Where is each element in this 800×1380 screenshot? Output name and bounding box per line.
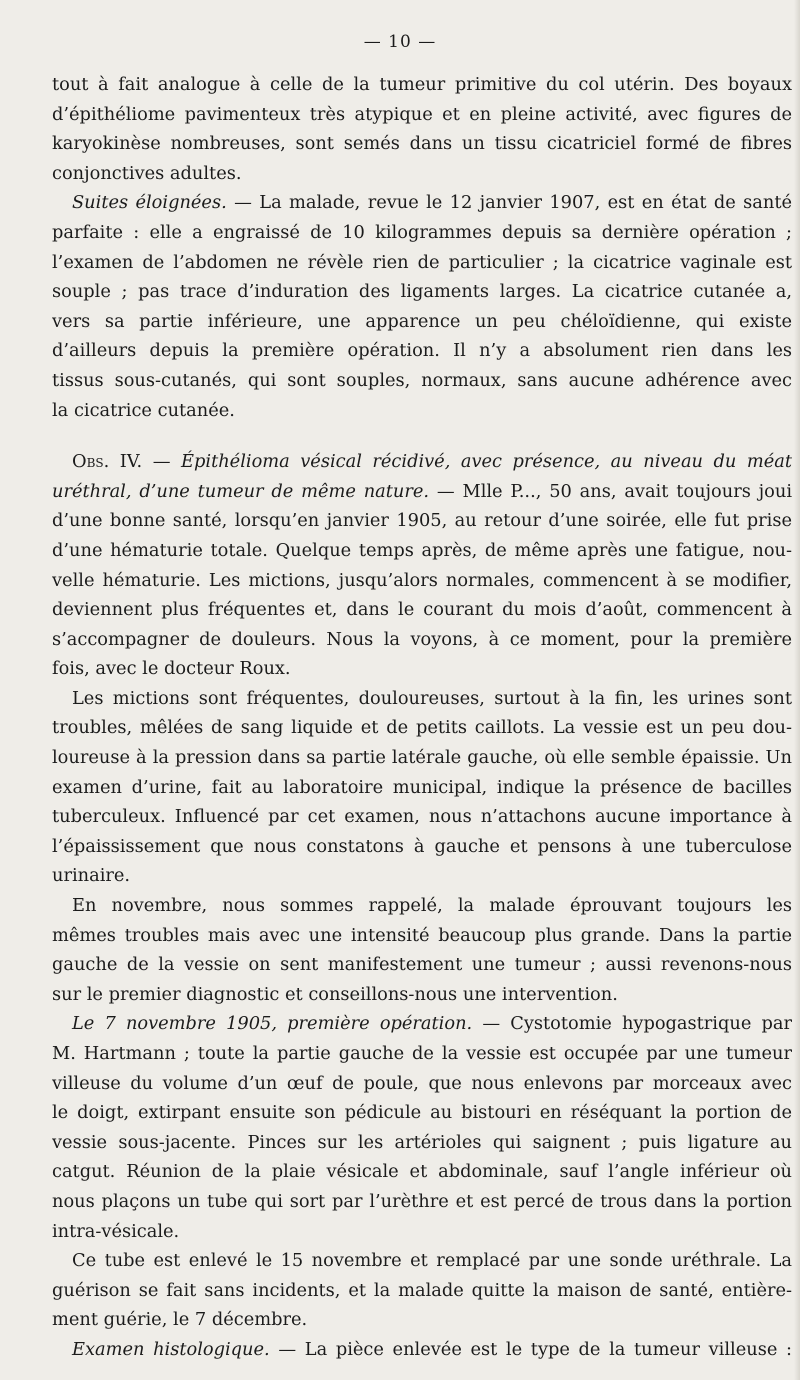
text-span: — Cystotomie hypogastrique par: [472, 1013, 792, 1035]
text-line: karyokinèse nombreuses, sont semés dans un tissu cicatriciel formé de fibres: [52, 133, 792, 155]
body-text: [52, 70, 792, 1365]
text-line: d’ailleurs depuis la première opération. Il n’y a absolument rien dans les: [52, 340, 792, 362]
page-edge-shadow: [794, 0, 800, 1380]
text-line: deviennent plus fréquentes et, dans le courant du mois d’août, commencent à: [52, 599, 792, 621]
text-line: examen d’urine, fait au laboratoire municipal, indique la présence de bacilles: [52, 776, 792, 798]
section-heading-histology: Examen histologique.: [72, 1338, 270, 1360]
observation-title-line: [52, 477, 792, 507]
text-line: Ce tube est enlevé le 15 novembre et remplacé par une sonde uréthrale. La: [72, 1250, 792, 1272]
text-line: d’une bonne santé, lorsqu’en janvier 1905, au retour d’une soirée, elle fut prise: [52, 510, 792, 532]
observation-title-continued: uréthral, d’une tumeur de même nature.: [52, 480, 430, 502]
text-line: guérison se fait sans incidents, et la malade quitte la maison de santé, entière-: [52, 1279, 792, 1301]
text-line: vers sa partie inférieure, une apparence un peu chéloïdienne, qui existe: [52, 310, 792, 332]
text-line: M. Hartmann ; toute la partie gauche de la vessie est occupée par une tumeur: [52, 1043, 792, 1064]
text-line: mêmes troubles mais avec une intensité beaucoup plus grande. Dans la partie: [52, 924, 792, 946]
text-line: l’épaississement que nous constatons à gauche et pensons à une tuberculose: [52, 835, 792, 857]
text-line: [52, 1009, 792, 1039]
page-number: — 10 —: [363, 32, 437, 52]
text-line: urinaire.: [52, 865, 131, 887]
text-line: [52, 1335, 792, 1365]
text-line: sur le premier diagnostic et conseillons-nous une intervention.: [52, 983, 618, 1005]
text-line: En novembre, nous sommes rappelé, la malade éprouvant toujours les: [72, 895, 792, 917]
text-line: la cicatrice cutanée.: [52, 399, 235, 421]
text-line: intra-vésicale.: [52, 1220, 180, 1242]
text-line: loureuse à la pression dans sa partie latérale gauche, où elle semble épaissie. Un: [52, 747, 792, 769]
text-line: le doigt, extirpant ensuite son pédicule au bistouri en réséquant la portion de: [52, 1102, 792, 1124]
observation-label: Obs. IV.: [72, 451, 143, 473]
text-line: [52, 188, 792, 218]
text-line: tuberculeux. Influencé par cet examen, nous n’attachons aucune importance à: [52, 806, 792, 828]
observation-title-line: [52, 447, 792, 477]
text-line: nous plaçons un tube qui sort par l’urèthre et est percé de trous dans la portion: [52, 1190, 792, 1212]
text-line: conjonctives adultes.: [52, 162, 242, 184]
observation-title: Épithélioma vésical récidivé, avec présence, au niveau du méat: [181, 451, 792, 473]
text-line: ment guérie, le 7 décembre.: [52, 1309, 308, 1331]
text-span: — Mlle P..., 50 ans, avait toujours joui: [429, 480, 792, 502]
text-line: fois, avec le docteur Roux.: [52, 658, 291, 680]
text-line: gauche de la vessie on sent manifestement une tumeur ; aussi revenons-nous: [52, 954, 792, 976]
text-line: tissus sous-cutanés, qui sont souples, normaux, sans aucune adhérence avec: [52, 369, 792, 391]
text-line: villeuse du volume d’un œuf de poule, que nous enlevons par morceaux avec: [52, 1072, 792, 1094]
text-line: souple ; pas trace d’induration des ligaments larges. La cicatrice cutanée a,: [52, 281, 792, 303]
text-span: — La malade, revue le 12 janvier 1907, est en état de santé: [226, 192, 792, 214]
section-heading-operation: Le 7 novembre 1905, première opération.: [72, 1013, 473, 1035]
text-line: parfaite : elle a engraissé de 10 kilogrammes depuis sa dernière opération ;: [52, 221, 792, 243]
text-line: d’épithéliome pavimenteux très atypique et en pleine activité, avec figures de: [52, 103, 792, 125]
text-line: l’examen de l’abdomen ne révèle rien de particulier ; la cicatrice vaginale est: [52, 251, 792, 273]
text-line: d’une hématurie totale. Quelque temps après, de même après une fatigue, nou-: [52, 539, 792, 561]
section-heading-suites: Suites éloignées.: [72, 192, 227, 214]
text-line: velle hématurie. Les mictions, jusqu’alors normales, commencent à se modifier,: [52, 569, 792, 591]
text-line: vessie sous-jacente. Pinces sur les artérioles qui saignent ; puis ligature au: [52, 1131, 792, 1153]
text-line: Les mictions sont fréquentes, douloureuses, surtout à la fin, les urines sont: [72, 687, 792, 709]
section-gap: [52, 425, 792, 447]
text-line: s’accompagner de douleurs. Nous la voyons, à ce moment, pour la première: [52, 628, 792, 650]
text-line: tout à fait analogue à celle de la tumeur primitive du col utérin. Des boyaux: [52, 74, 792, 95]
text-line: catgut. Réunion de la plaie vésicale et abdominale, sauf l’angle inférieur où: [52, 1161, 792, 1183]
text-span: — La pièce enlevée est le type de la tumeur villeuse :: [269, 1338, 792, 1360]
text-line: troubles, mêlées de sang liquide et de petits caillots. La vessie est un peu dou-: [52, 717, 792, 739]
observation-dash: —: [142, 451, 182, 473]
